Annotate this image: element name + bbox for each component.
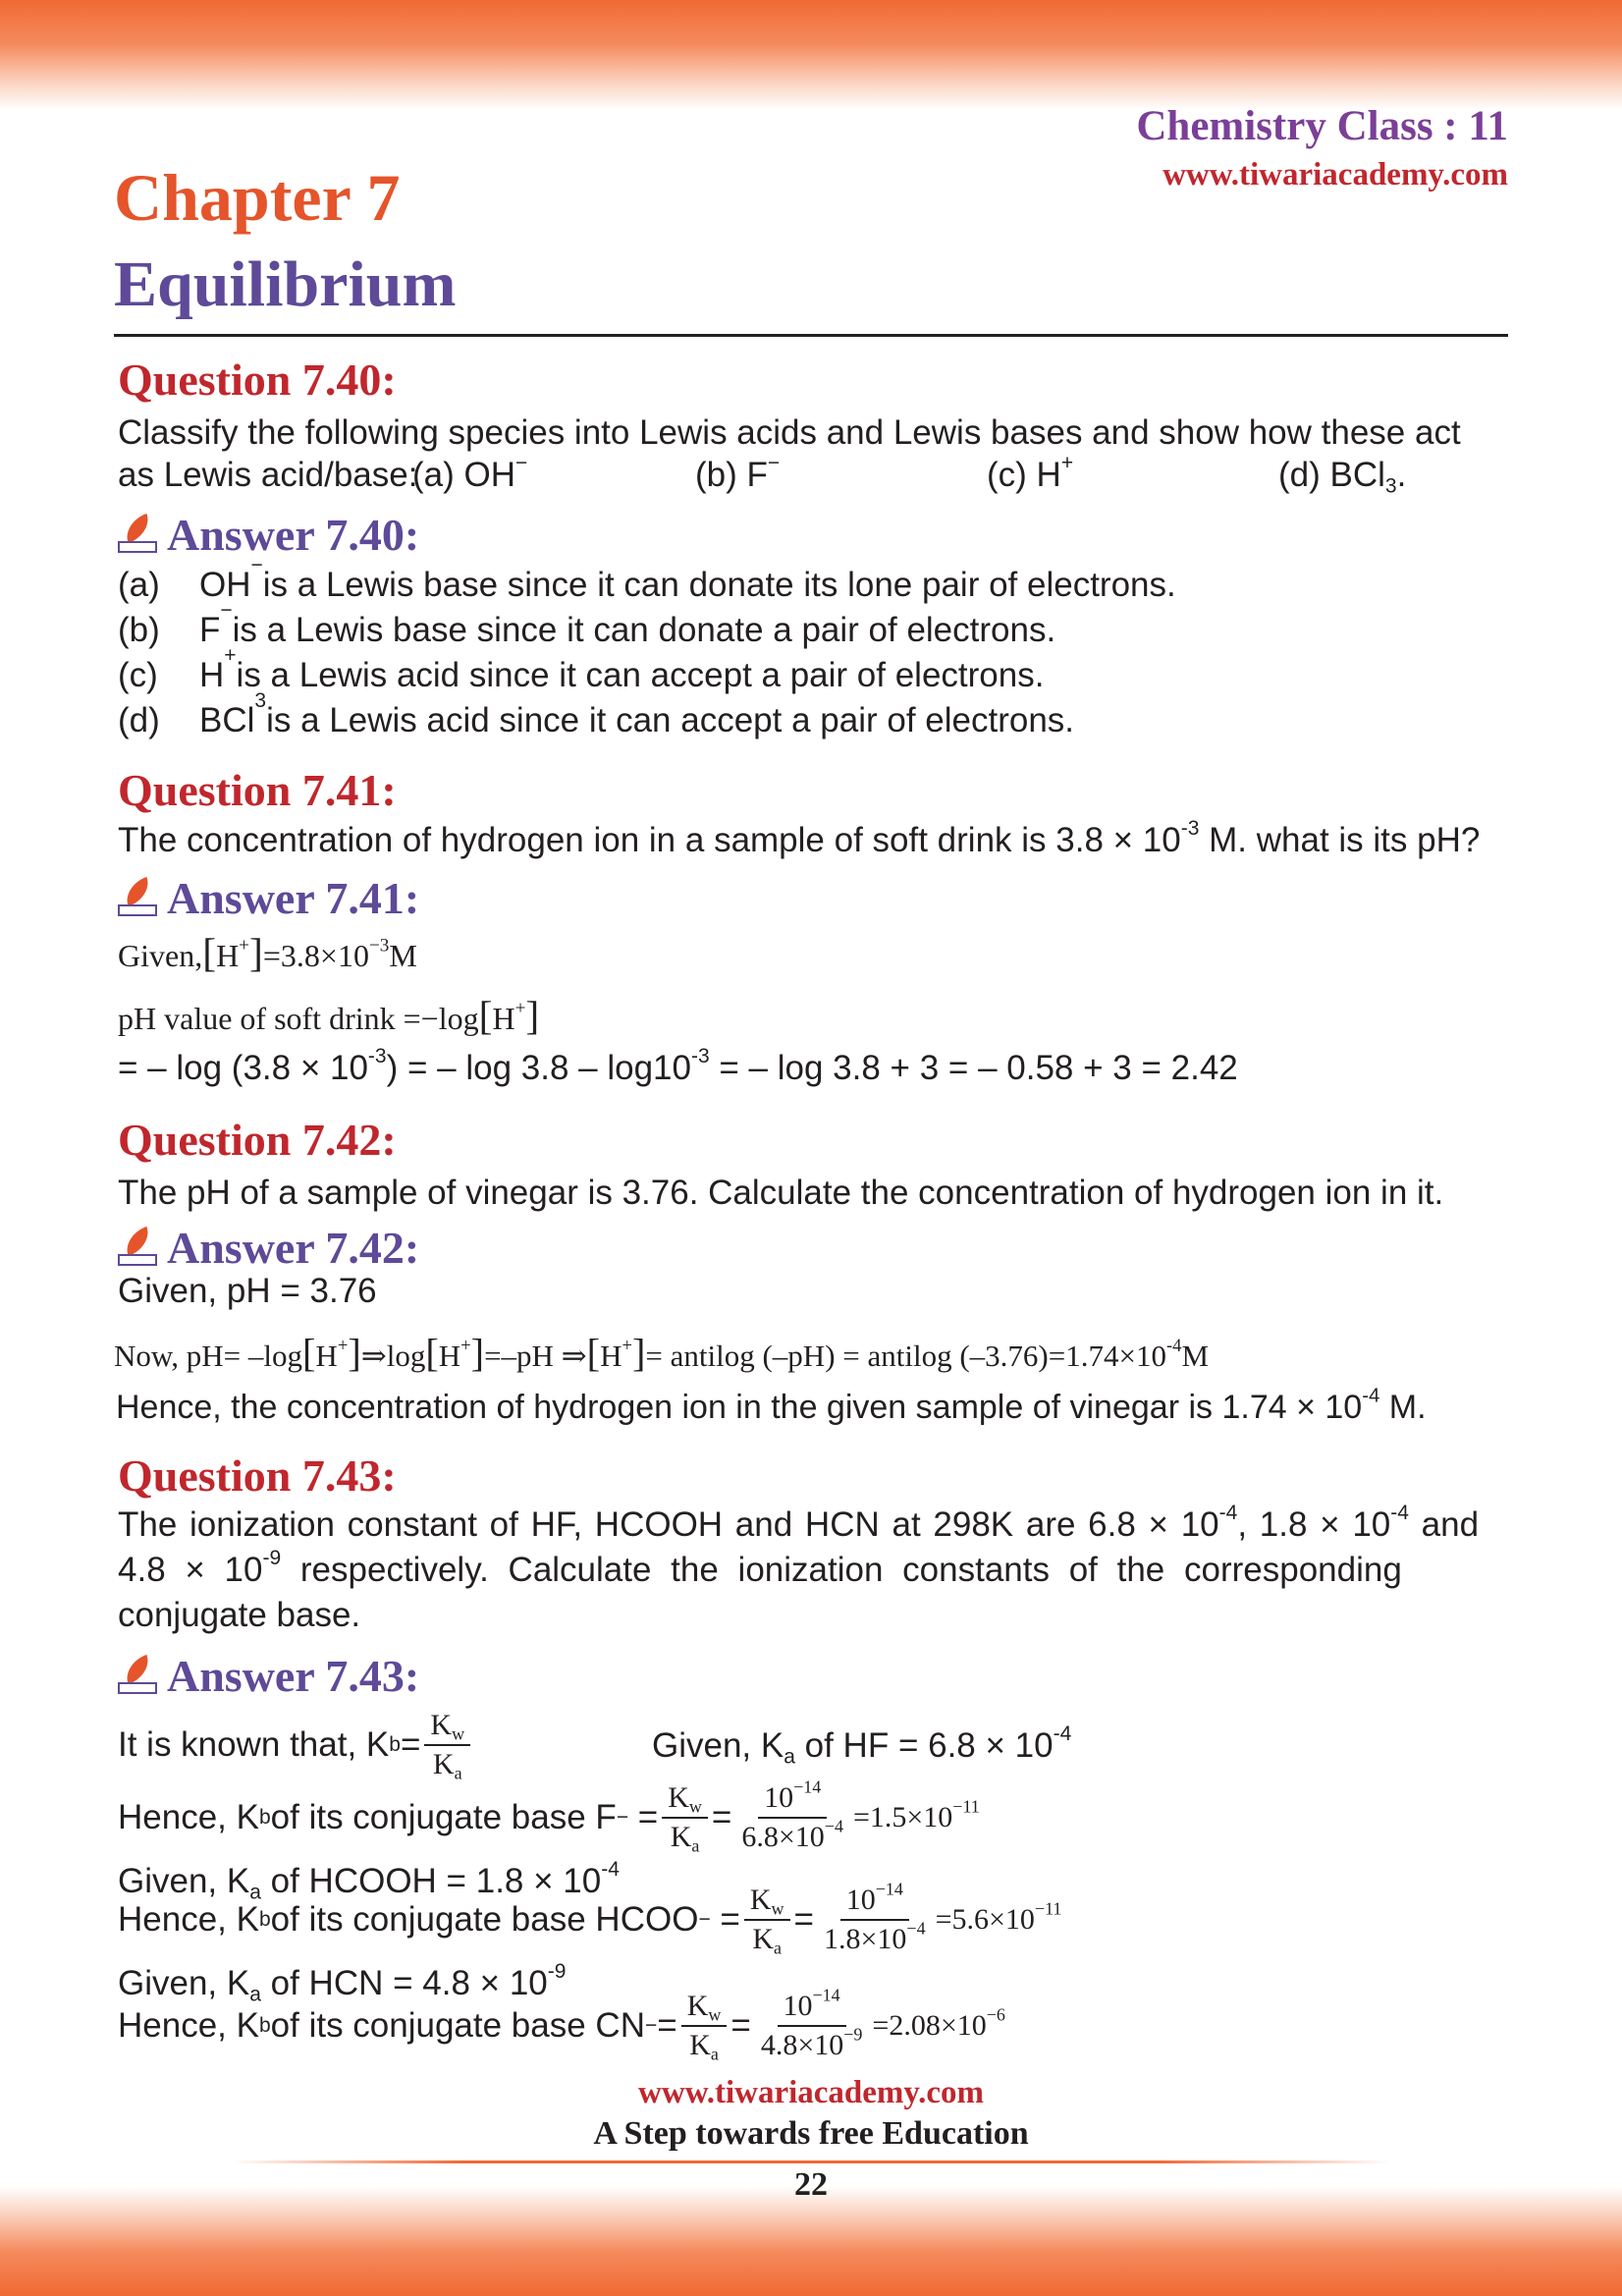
answer-7-43-kb-cyanide: Hence, K b of its conjugate base CN − = $\frac{K_w}{K_a}$ = $\frac{10^{-14}}{4.8\times 10^{-9}}$ $=2.08\times 10^{-6}$ xyxy=(118,1985,1005,2064)
answer-7-43-kb-formate: Hence, K b of its conjugate base HCOO − = $\frac{K_w}{K_a}$ = $\frac{10^{-14}}{1.8\times 10^{-4}}$ $=5.6\times 10^{-11}$ xyxy=(118,1879,1062,1958)
answer-7-43-kb-fluoride: Hence, K b of its conjugate base F − = $\frac{K_w}{K_a}$ = $\frac{10^{-14}}{6.8\times 10^{-4}}$ $=1.5\times 10^{-11}$ xyxy=(118,1777,980,1856)
answer-7-43-given-hcn: Given, $K_a$ of HCN = $4.8 \times 10^{-9}$ xyxy=(118,1960,567,2006)
header-website-link[interactable]: www.tiwariacademy.com xyxy=(1162,157,1508,192)
question-7-42-heading: Question 7.42: xyxy=(118,1115,397,1165)
option-a: (a) OH− xyxy=(412,452,528,494)
answer-7-41-ph-formula: pH value of soft drink =−log[H+] xyxy=(118,993,540,1038)
quill-icon xyxy=(118,1229,157,1268)
question-7-40-heading: Question 7.40: xyxy=(118,355,397,405)
header-band xyxy=(0,0,1622,110)
question-7-40-text-line2: as Lewis acid/base: xyxy=(118,456,418,494)
answer-7-43-given-hcooh: Given, $K_a$ of HCOOH = $1.8 \times 10^{-4}$ xyxy=(118,1858,620,1904)
footer-tagline: A Step towards free Education xyxy=(593,2115,1029,2152)
answer-7-42-equation: Now, pH= –log[H+]⇒log[H+]=–pH ⇒[H+]= antilog (–pH) = antilog $(-3.76)=1.74\times 10^{-4}M$ xyxy=(114,1331,1210,1375)
answer-7-41-heading: Answer 7.41: xyxy=(118,872,419,924)
answer-7-41-calculation: = – $\log (3.8 \times 10^{-3})$ = – $\log 3.8 - \log 10^{-3}$ = – log 3.8 + 3 = – 0.58 + 3 = 2.42 xyxy=(118,1045,1238,1087)
answer-7-43-heading: Answer 7.43: xyxy=(118,1650,419,1702)
list-item: (a) OH − is a Lewis base since it can donate its lone pair of electrons. xyxy=(118,554,1176,604)
header-divider xyxy=(114,334,1508,337)
option-c: (c) H+ xyxy=(987,452,1074,494)
answer-7-42-given: Given, pH = 3.76 xyxy=(118,1272,377,1310)
answer-7-42-conclusion: Hence, the concentration of hydrogen ion in the given sample of vinegar is $1.74 \times 10^{-4}$ M. xyxy=(116,1385,1427,1426)
answer-7-43-kb-formula: It is known that, K b = $\frac{K_w}{K_a}$ xyxy=(118,1707,474,1783)
footer-website-link[interactable]: www.tiwariacademy.com xyxy=(638,2075,984,2110)
question-7-43-text-line3: conjugate base. xyxy=(118,1596,361,1634)
question-7-43-heading: Question 7.43: xyxy=(118,1450,397,1501)
list-item: (b) F − is a Lewis base since it can donate a pair of electrons. xyxy=(118,599,1056,649)
answer-7-40-heading: Answer 7.40: xyxy=(118,509,419,561)
question-7-41-heading: Question 7.41: xyxy=(118,765,397,815)
answer-7-42-heading: Answer 7.42: xyxy=(118,1222,419,1274)
quill-icon xyxy=(118,1657,157,1696)
list-item: (d) BCl 3 is a Lewis acid since it can accept a pair of electrons. xyxy=(118,689,1075,739)
quill-icon xyxy=(118,879,157,918)
option-b: (b) F− xyxy=(695,452,781,494)
page-number: 22 xyxy=(794,2166,828,2203)
option-d: (d) BCl$_3$. xyxy=(1278,456,1407,498)
footer-divider xyxy=(232,2160,1390,2163)
chapter-title: Equilibrium xyxy=(114,248,457,320)
quill-icon xyxy=(118,516,157,555)
question-7-43-text-line1: The ionization constant of HF, HCOOH and HCN at 298K are $6.8 \times 10^{-4}$, $1.8 \times 10^{-4}$ and xyxy=(118,1502,1480,1544)
chapter-number: Chapter 7 xyxy=(114,160,401,235)
list-item: (c) H + is a Lewis acid since it can accept a pair of electrons. xyxy=(118,644,1045,694)
answer-7-41-given: $Given,[H^+]=3.8\times 10^{-3}M$ xyxy=(118,930,417,975)
question-7-42-text: The pH of a sample of vinegar is 3.76. Calculate the concentration of hydrogen ion in it. xyxy=(118,1174,1444,1212)
question-7-40-text-line1: Classify the following species into Lewis acids and Lewis bases and show how these act xyxy=(118,413,1461,452)
question-7-41-text: The concentration of hydrogen ion in a sample of soft drink is $3.8 \times 10^{-3}$ M. what is its pH? xyxy=(118,817,1481,859)
class-title: Chemistry Class : 11 xyxy=(1136,103,1508,149)
kw-over-ka: $\frac{K_w}{K_a}$ xyxy=(424,1707,470,1783)
answer-7-40-list xyxy=(118,554,1176,746)
question-7-43-text-line2: $4.8 \times 10^{-9}$ respectively. Calculate the ionization constants of the corresponding xyxy=(118,1547,1402,1589)
answer-7-43-given-hf: Given, $K_a$ of HF = $6.8 \times 10^{-4}$ xyxy=(652,1722,1072,1769)
